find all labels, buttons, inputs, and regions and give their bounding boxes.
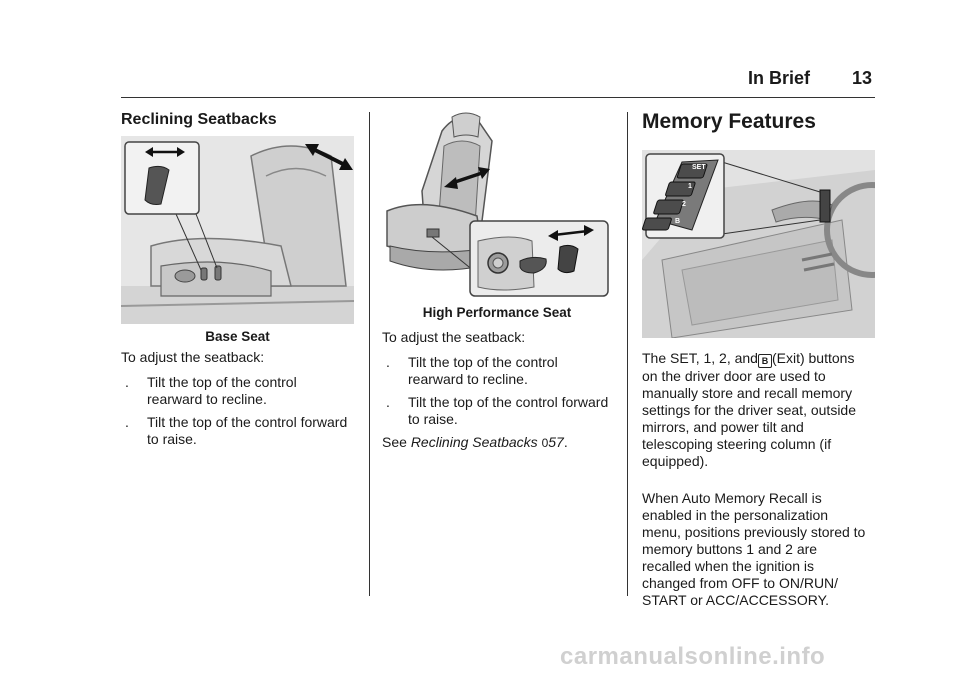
see-suffix: . [563, 434, 568, 450]
bullet-marker: . [125, 414, 129, 430]
para1-line: on the driver door are used to [642, 368, 826, 384]
base-seat-caption: Base Seat [205, 329, 270, 344]
para2-line: When Auto Memory Recall is [642, 490, 822, 506]
see-prefix: See [382, 434, 411, 450]
running-header-title: In Brief [748, 68, 811, 88]
bullet-text: rearward to recline. [147, 391, 267, 407]
page-number: 13 [852, 68, 873, 88]
col2-bullet-2 [386, 394, 626, 428]
panel-2-label: 2 [682, 201, 686, 208]
bullet-marker: . [386, 394, 390, 410]
para2-line: changed from OFF to ON/RUN/ [642, 575, 839, 591]
bullet-text: Tilt the top of the control [147, 374, 297, 390]
see-page[interactable]: 57 [548, 434, 564, 450]
para1-line: equipped). [642, 453, 709, 469]
high-performance-seat-illustration [382, 111, 612, 300]
exit-button-icon: B [758, 354, 772, 368]
memory-features-paragraph-1 [642, 350, 882, 470]
para2-line: recalled when the ignition is [642, 558, 814, 574]
bullet-marker: . [125, 374, 129, 390]
base-seat-illustration [121, 136, 354, 324]
section-heading-reclining-seatbacks: Reclining Seatbacks [121, 111, 277, 128]
para1-line: telescoping steering column (if [642, 436, 832, 452]
section-heading-memory-features: Memory Features [642, 110, 816, 133]
see-reference [382, 434, 568, 452]
para1-line-1b: (Exit) buttons [771, 350, 855, 366]
para1-line: manually store and recall memory [642, 385, 853, 401]
bullet-text: Tilt the top of the control forward [408, 394, 609, 410]
bullet-marker: . [386, 354, 390, 370]
header-rule [121, 97, 875, 98]
memory-features-paragraph-2 [642, 490, 882, 609]
bullet-text: Tilt the top of the control forward [147, 414, 348, 430]
column-divider-1 [369, 112, 370, 596]
para2-line: START or ACC/ACCESSORY. [642, 592, 829, 608]
col2-bullet-1 [386, 354, 626, 388]
para1-line: settings for the driver seat, outside [642, 402, 856, 418]
para1-line-1a: The SET, 1, 2, and [642, 350, 758, 366]
col1-bullet-1 [125, 374, 365, 408]
para2-line: memory buttons 1 and 2 are [642, 541, 818, 557]
column-divider-2 [627, 112, 628, 596]
col1-intro: To adjust the seatback: [121, 349, 265, 365]
para2-line: menu, positions previously stored to [642, 524, 866, 540]
memory-buttons-illustration [642, 150, 875, 338]
bullet-text: rearward to recline. [408, 371, 528, 387]
bullet-text: Tilt the top of the control [408, 354, 558, 370]
panel-exit-label: B [675, 218, 681, 225]
high-performance-seat-caption: High Performance Seat [422, 305, 572, 320]
panel-set-label: SET [692, 164, 706, 171]
page-ref-icon: 0 [541, 436, 549, 450]
bullet-text: to raise. [408, 411, 458, 427]
para1-line: mirrors, and power tilt and [642, 419, 804, 435]
watermark: carmanualsonline.info [560, 643, 826, 670]
col2-intro: To adjust the seatback: [382, 329, 526, 345]
bullet-text: to raise. [147, 431, 197, 447]
col1-bullet-2 [125, 414, 365, 448]
panel-1-label: 1 [688, 183, 692, 190]
see-link-reclining-seatbacks[interactable]: Reclining Seatbacks [410, 434, 538, 450]
para2-line: enabled in the personalization [642, 507, 829, 523]
